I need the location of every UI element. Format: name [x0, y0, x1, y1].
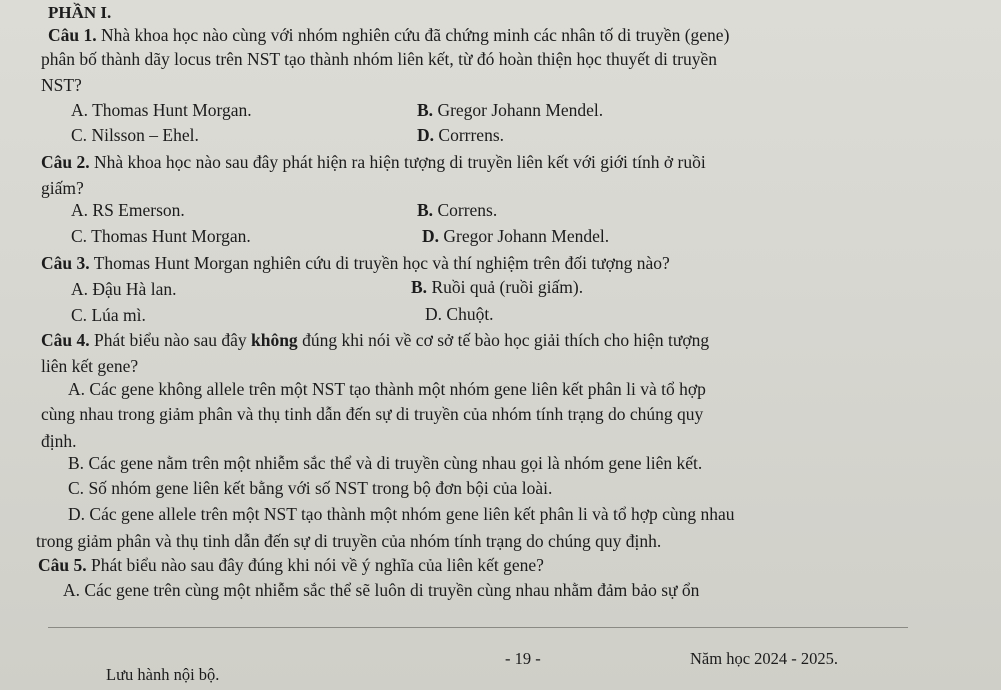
option-label: C. — [71, 125, 88, 145]
footer-left: Lưu hành nội bộ. — [106, 665, 220, 684]
question-5-line-1 — [38, 554, 544, 576]
question-3-text-1: Thomas Hunt Morgan nghiên cứu di truyền học và thí nghiệm trên đối tượng nào? — [93, 253, 670, 273]
option-label: C. — [68, 478, 85, 498]
option-text: Gregor Johann Mendel. — [437, 100, 604, 120]
question-3-option-d — [425, 303, 494, 325]
question-1-option-a — [71, 99, 252, 121]
question-4-text-bold: không — [250, 330, 298, 350]
question-1-text-1: Nhà khoa học nào cùng với nhóm nghiên cứu đã chứng minh các nhân tố di truyền (gene) — [101, 25, 730, 45]
question-2-option-d — [422, 225, 609, 247]
question-4-option-a-line-1 — [68, 378, 706, 400]
question-4-option-d-line-1 — [68, 503, 734, 525]
question-2-option-b — [417, 199, 497, 221]
option-label: A. — [68, 379, 86, 399]
option-label: C. — [71, 305, 88, 325]
question-3-option-b — [411, 276, 583, 298]
option-text: Thomas Hunt Morgan. — [92, 100, 252, 120]
option-label: D. — [417, 125, 435, 145]
question-4-label: Câu 4. — [41, 330, 90, 350]
question-4-text-2: liên kết gene? — [41, 356, 139, 376]
option-text: Corrrens. — [438, 125, 504, 145]
question-2-label: Câu 2. — [41, 152, 90, 172]
footer-divider — [48, 627, 908, 628]
question-2-text-2: giấm? — [41, 178, 84, 198]
question-1-option-b — [417, 99, 603, 121]
option-label: A. — [71, 100, 89, 120]
section-heading: PHẦN I. — [48, 3, 112, 22]
option-label: C. — [71, 226, 88, 246]
option-text: Correns. — [437, 200, 498, 220]
option-label: D. — [68, 504, 86, 524]
question-2-option-c — [71, 225, 251, 247]
option-text: Thomas Hunt Morgan. — [91, 226, 251, 246]
question-3-line-1 — [41, 252, 670, 274]
option-label: B. — [411, 277, 428, 297]
question-5-text-1: Phát biểu nào sau đây đúng khi nói về ý nghĩa của liên kết gene? — [91, 555, 544, 575]
question-4-text-pre: Phát biểu nào sau đây — [94, 330, 251, 350]
question-2-option-a — [71, 199, 185, 221]
question-3-label: Câu 3. — [41, 253, 90, 273]
option-text: Chuột. — [446, 304, 494, 324]
question-3-option-a — [71, 278, 176, 300]
option-label: B. — [417, 200, 434, 220]
option-text: RS Emerson. — [92, 200, 185, 220]
question-1-option-c — [71, 124, 199, 146]
question-3-option-c — [71, 304, 146, 326]
option-text: Các gene allele trên một NST tạo thành một nhóm gene liên kết phân li và tổ hợp cùng nhau — [89, 504, 735, 524]
question-4-option-a-line-3: định. — [41, 431, 77, 451]
footer-right: Năm học 2024 - 2025. — [690, 649, 839, 668]
question-5-label: Câu 5. — [38, 555, 87, 575]
question-4-line-1 — [41, 329, 709, 351]
question-4-text-post: đúng khi nói về cơ sở tế bào học giải thích cho hiện tượng — [297, 330, 710, 350]
question-4-option-b — [68, 452, 702, 474]
option-text: Gregor Johann Mendel. — [443, 226, 610, 246]
question-2-line-1 — [41, 151, 706, 173]
option-label: B. — [68, 453, 85, 473]
option-label: D. — [422, 226, 440, 246]
question-4-option-c — [68, 477, 552, 499]
option-text: Đậu Hà lan. — [92, 279, 177, 299]
page-number: - 19 - — [505, 649, 541, 668]
option-text: Số nhóm gene liên kết bằng với số NST trong bộ đơn bội của loài. — [88, 478, 553, 498]
option-label: A. — [71, 279, 89, 299]
question-2-text-1: Nhà khoa học nào sau đây phát hiện ra hiện tượng di truyền liên kết với giới tính ở ruồi — [94, 152, 706, 172]
option-text: Lúa mì. — [91, 305, 146, 325]
option-text: Các gene không allele trên một NST tạo thành một nhóm gene liên kết phân li và tổ hợp — [89, 379, 706, 399]
question-1-line-1 — [48, 24, 729, 46]
option-text: Ruồi quả (ruồi giấm). — [431, 277, 584, 297]
question-5-option-a — [63, 579, 699, 601]
option-label: D. — [425, 304, 443, 324]
question-1-option-d — [417, 124, 504, 146]
question-4-option-d-line-2: trong giảm phân và thụ tinh dẫn đến sự di truyền của nhóm tính trạng do chúng quy định. — [36, 531, 662, 551]
question-1-text-2: phân bố thành dãy locus trên NST tạo thành nhóm liên kết, từ đó hoàn thiện học thuyết di truyền — [41, 49, 717, 69]
option-label: A. — [63, 580, 81, 600]
option-label: A. — [71, 200, 89, 220]
option-text: Các gene nằm trên một nhiễm sắc thể và di truyền cùng nhau gọi là nhóm gene liên kết. — [88, 453, 703, 473]
question-1-label: Câu 1. — [48, 25, 97, 45]
option-text: Các gene trên cùng một nhiễm sắc thể sẽ luôn di truyền cùng nhau nhằm đảm bảo sự ổn — [84, 580, 700, 600]
option-text: Nilsson – Ehel. — [91, 125, 199, 145]
question-4-option-a-line-2: cùng nhau trong giảm phân và thụ tinh dẫn đến sự di truyền của nhóm tính trạng do chúng quy — [41, 404, 704, 424]
question-1-text-3: NST? — [41, 75, 82, 95]
option-label: B. — [417, 100, 434, 120]
